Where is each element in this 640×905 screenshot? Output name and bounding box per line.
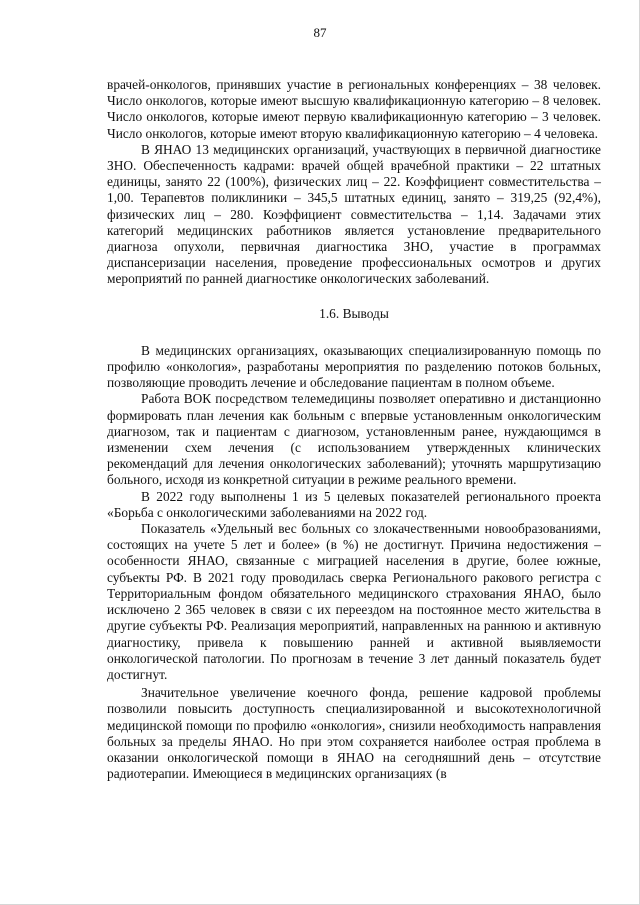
- page-body: [107, 77, 601, 782]
- page-number: 87: [313, 25, 327, 40]
- section-heading: 1.6. Выводы: [319, 305, 389, 321]
- paragraph-telemedicine: Работа ВОК посредством телемедицины позволяет оперативно и дистанционно формировать план лечения как больным с впервые установленным онкологическим диагнозом, так и пациентам с диагнозом, установленным ранее, нуждающимся в изменении схем лечения (с использованием утвержденных клинических рекомендаций для лечения онкологических заболеваний); уточнять маршрутизацию больного, исходя из конкретной ситуации в режиме реального времени.: [107, 391, 601, 488]
- paragraph-primary-diagnostics: В ЯНАО 13 медицинских организаций, участвующих в первичной диагностике ЗНО. Обеспеченность кадрами: врачей общей врачебной практики – 22 штатных единицы, занято 22 (100%), физических лиц – 22. Коэффициент совместительства – 1,00. Терапевтов поликлиники – 345,5 штатных единиц, занято – 319,25 (92,4%), физических лиц – 280. Коэффициент совместительства – 1,14. Задачами этих категорий медицинских работников является установление предварительного диагноза опухоли, первичная диагностика ЗНО, участие в программах диспансеризации населения, проведение профессиональных осмотров и других мероприятий по ранней диагностике онкологических заболеваний.: [107, 141, 601, 287]
- paragraph-oncologists-qualification: врачей-онкологов, принявших участие в региональных конференциях – 38 человек. Число онкологов, которые имеют высшую квалификационную категорию – 8 человек. Число онкологов, которые имеют первую квалификационную категорию – 3 человек. Число онкологов, которые имеют вторую квалификационную категорию – 4 человека.: [107, 77, 601, 141]
- paragraph-indicator-not-reached: Показатель «Удельный вес больных со злокачественными новообразованиями, состоящих на учете 5 лет и более» (в %) не достигнут. Причина недостижения – особенности ЯНАО, связанные с миграцией населения в другие, более южные, субъекты РФ. В 2021 году проводилась сверка Регионального ракового регистра с Территориальным фондом обязательного медицинского страхования ЯНАО, было исключено 2 365 человек в связи с их переездом на постоянное место жительства в другие субъекты РФ. Реализация мероприятий, направленных на раннюю и активную диагностику, привела к повышению ранней и активной выявляемости онкологической патологии. По прогнозам в течение 3 лет данный показатель будет достигнут.: [107, 521, 601, 682]
- paragraph-targets-2022: В 2022 году выполнены 1 из 5 целевых показателей регионального проекта «Борьба с онкологическими заболеваниями на 2022 год.: [107, 488, 601, 520]
- paragraph-bed-capacity: Значительное увеличение коечного фонда, решение кадровой проблемы позволили повысить доступность специализированной и высокотехнологичной медицинской помощи по профилю «онкология», снизили необходимость направления больных за пределы ЯНАО. Но при этом сохраняется наиболее острая проблема в оказании онкологической помощи в ЯНАО на сегодняшний день – отсутствие радиотерапии. Имеющиеся в медицинских организациях (в: [107, 685, 601, 782]
- paragraph-patient-flows: В медицинских организациях, оказывающих специализированную помощь по профилю «онкология», разработаны мероприятия по разделению потоков больных, позволяющие проводить лечение и обследование пациентам в полном объеме.: [107, 342, 601, 391]
